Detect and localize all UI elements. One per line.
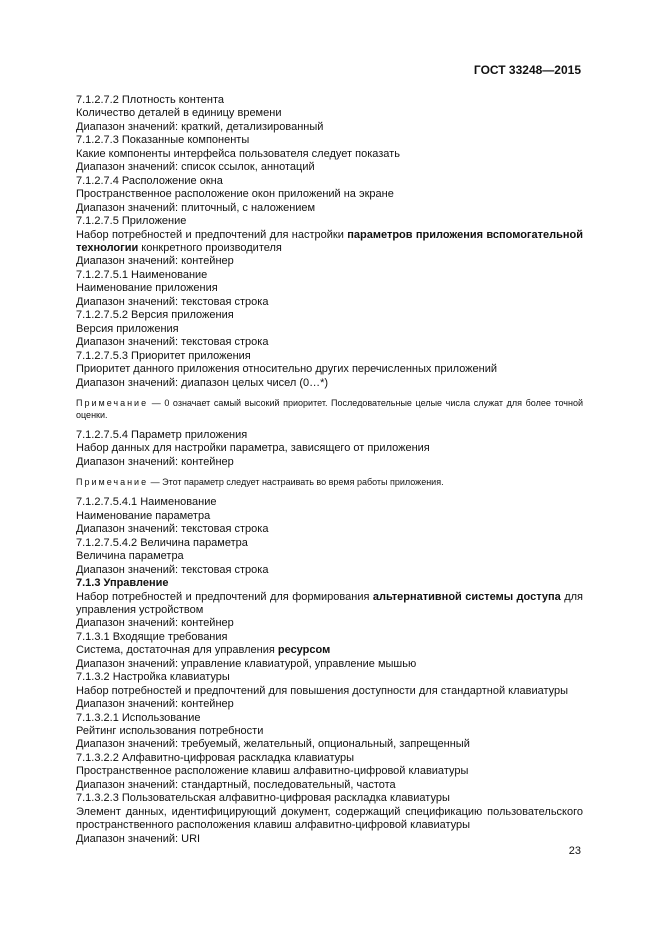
clause-text: Пространственное расположение окон приложений на экране: [76, 188, 394, 201]
clause-heading: 7.1.2.7.5.4.2 Величина параметра: [76, 536, 248, 549]
value-range: Диапазон значений: список ссылок, аннотаций: [76, 161, 315, 174]
clause-text: Какие компоненты интерфейса пользователя следует показать: [76, 147, 400, 160]
value-range: Диапазон значений: диапазон целых чисел (0…*): [76, 376, 329, 389]
value-range: Диапазон значений: управление клавиатурой, управление мышью: [76, 657, 417, 670]
note: [33, 476, 583, 488]
text-fragment: конкретного производителя: [138, 241, 282, 254]
document-body: [33, 94, 583, 846]
clause-text: [33, 644, 583, 657]
clause-heading: 7.1.2.7.5 Приложение: [76, 215, 187, 228]
note-text: — 0 означает самый высокий приоритет. Последовательные целые числа служат для более точной оценки.: [76, 397, 583, 420]
note-label: Примечание: [76, 477, 149, 488]
clause-text: Версия приложения: [76, 322, 179, 335]
clause-text: Пространственное расположение клавиш алфавитно-цифровой клавиатуры: [76, 765, 469, 778]
clause-text: Наименование параметра: [76, 509, 211, 522]
clause-heading: 7.1.3.2 Настройка клавиатуры: [76, 671, 230, 684]
clause-heading: 7.1.2.7.5.4.1 Наименование: [76, 496, 217, 509]
value-range: Диапазон значений: краткий, детализированный: [76, 120, 324, 133]
value-range: Диапазон значений: текстовая строка: [76, 563, 269, 576]
clause-text: [33, 229, 583, 256]
value-range: Диапазон значений: контейнер: [76, 255, 234, 268]
text-fragment: Система, достаточная для управления: [76, 644, 278, 657]
section-heading: 7.1.3 Управление: [76, 577, 169, 590]
clause-text: Набор данных для настройки параметра, зависящего от приложения: [76, 442, 430, 455]
clause-heading: 7.1.2.7.2 Плотность контента: [76, 94, 225, 106]
page-number: 23: [568, 845, 581, 857]
note-label: Примечание: [76, 397, 149, 408]
clause-text: Наименование приложения: [76, 282, 218, 295]
clause-heading: 7.1.3.1 Входящие требования: [76, 630, 228, 643]
clause-heading: 7.1.3.2.2 Алфавитно-цифровая раскладка клавиатуры: [76, 751, 355, 764]
note: [33, 397, 583, 421]
value-range: Диапазон значений: текстовая строка: [76, 295, 269, 308]
text-fragment: Набор потребностей и предпочтений для формирования: [76, 590, 373, 603]
standard-designation: ГОСТ 33248—2015: [473, 63, 581, 77]
value-range: Диапазон значений: контейнер: [76, 617, 234, 630]
clause-heading: 7.1.3.2.3 Пользовательская алфавитно-цифровая раскладка клавиатуры: [76, 792, 450, 805]
value-range: Диапазон значений: требуемый, желательный, опциональный, запрещенный: [76, 738, 470, 751]
clause-heading: 7.1.2.7.3 Показанные компоненты: [76, 134, 250, 147]
clause-text: Элемент данных, идентифицирующий документ, содержащий спецификацию пользовательского пространственного расположения клавиш алфавитно-цифровой клавиатуры: [76, 805, 583, 832]
value-range: Диапазон значений: стандартный, последовательный, частота: [76, 778, 396, 791]
text-fragment: Набор потребностей и предпочтений для настройки: [76, 228, 348, 241]
clause-text: Рейтинг использования потребности: [76, 725, 264, 738]
clause-text: [33, 591, 583, 618]
clause-text: Количество деталей в единицу времени: [76, 107, 282, 120]
bold-term: ресурсом: [277, 644, 331, 657]
clause-heading: 7.1.2.7.4 Расположение окна: [76, 174, 223, 187]
note-text: — Этот параметр следует настраивать во время работы приложения.: [148, 477, 444, 488]
text-fragment: для управления устройством: [76, 590, 584, 616]
value-range: Диапазон значений: плиточный, с наложением: [76, 201, 316, 214]
clause-heading: 7.1.2.7.5.3 Приоритет приложения: [76, 349, 251, 362]
value-range: Диапазон значений: контейнер: [76, 698, 234, 711]
clause-heading: 7.1.3.2.1 Использование: [76, 711, 201, 724]
value-range: Диапазон значений: контейнер: [76, 455, 234, 468]
bold-term: параметров приложения вспомогательной технологии: [76, 228, 583, 254]
clause-text: Величина параметра: [76, 550, 184, 563]
bold-term: альтернативной системы доступа: [372, 590, 561, 603]
clause-heading: 7.1.2.7.5.2 Версия приложения: [76, 309, 234, 322]
value-range: Диапазон значений: текстовая строка: [76, 523, 269, 536]
clause-text: Набор потребностей и предпочтений для повышения доступности для стандартной клавиатуры: [76, 684, 569, 697]
value-range: Диапазон значений: текстовая строка: [76, 336, 269, 349]
value-range: Диапазон значений: URI: [76, 832, 201, 845]
clause-heading: 7.1.2.7.5.4 Параметр приложения: [76, 428, 248, 441]
clause-text: Приоритет данного приложения относительно других перечисленных приложений: [76, 363, 498, 376]
clause-heading: 7.1.2.7.5.1 Наименование: [76, 268, 208, 281]
